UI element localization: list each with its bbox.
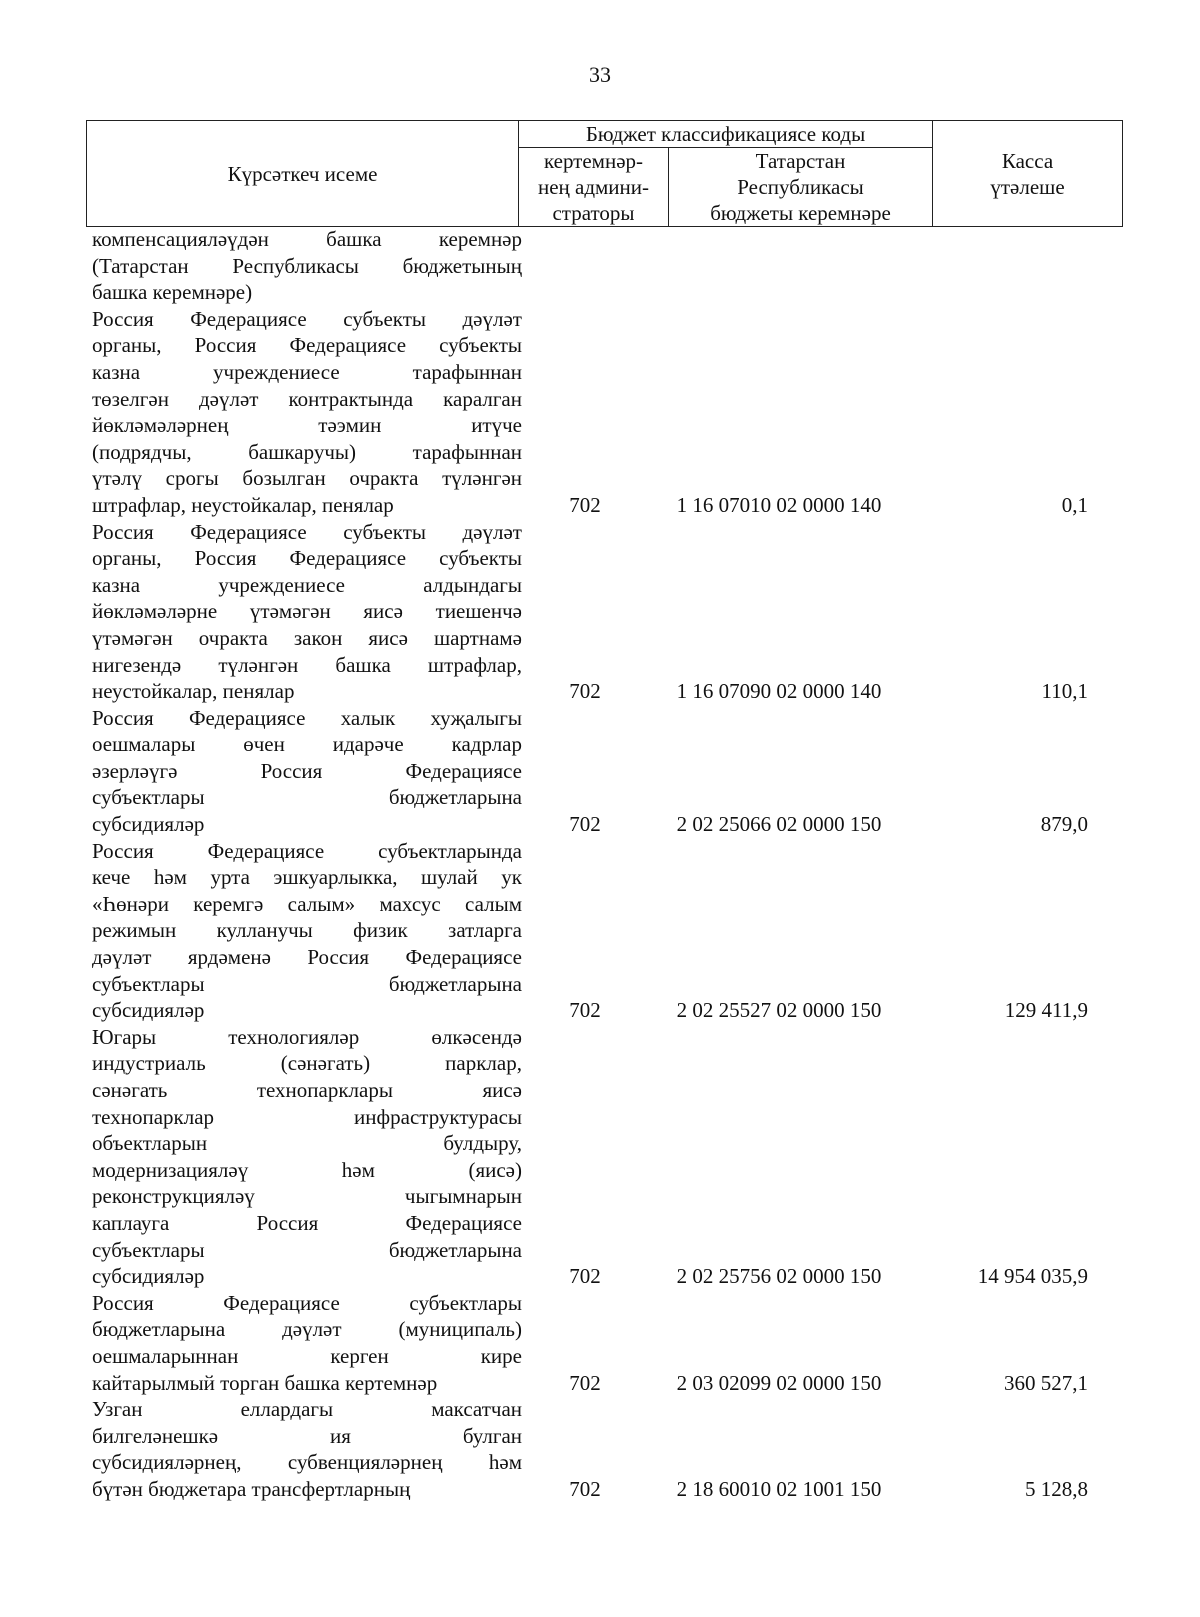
budget-code-cell: 2 03 02099 02 0000 150 <box>676 1370 882 1395</box>
cash-execution-cell: 5 128,8 <box>1025 1476 1088 1501</box>
budget-code-cell: 2 02 25756 02 0000 150 <box>676 1264 882 1289</box>
table-row <box>92 705 1132 838</box>
administrator-code-cell: 702 <box>569 679 601 704</box>
cash-execution-cell: 879,0 <box>1040 812 1088 837</box>
budget-code-group-header: Бюджет классификациясе коды <box>519 121 933 148</box>
indicator-name-cell: Россия Федерациясе субъекты дәүләт органы, Россия Федерациясе субъекты казна учреждениесе алдындагы йөкләмәләрне үтәмәгән яисә тиешенчә үтәмәгән очракта закон яисә шартнамә нигезендә түләнгән башка штрафлар, неустойкалар, пенялар <box>92 519 522 704</box>
indicator-name-cell: Россия Федерациясе субъектларында кече һәм урта эшкуарлыкка, шулай ук «Һөнәри керемгә салым» махсус салым режимын кулланучы физик затларга дәүләт ярдәменә Россия Федерациясе субъектлары бюджетларына субсидияләр <box>92 838 522 1023</box>
table-header <box>86 120 1123 227</box>
revenue-administrator-header: кертемнәр- нең админи- страторы <box>519 148 669 227</box>
budget-code-cell: 2 18 60010 02 1001 150 <box>676 1476 882 1501</box>
cash-execution-cell: 360 527,1 <box>1004 1370 1088 1395</box>
administrator-code-cell: 702 <box>569 1370 601 1395</box>
table-row <box>92 838 1132 1024</box>
administrator-code-cell: 702 <box>569 998 601 1023</box>
cash-execution-cell: 14 954 035,9 <box>977 1264 1088 1289</box>
budget-code-cell: 1 16 07010 02 0000 140 <box>676 492 882 517</box>
budget-code-cell: 2 02 25527 02 0000 150 <box>676 998 882 1023</box>
indicator-name-cell: Россия Федерациясе халык хуҗалыгы оешмалары өчен идарәче кадрлар әзерләүгә Россия Федерациясе субъектлары бюджетларына субсидияләр <box>92 705 522 837</box>
indicator-name-cell: Узган еллардагы максатчан билгеләнешкә ия булган субсидияләрнең, субвенцияләрнең һәм бүтән бюджетара трансфертларның <box>92 1397 522 1501</box>
page-number: 33 <box>589 62 611 87</box>
budget-code-cell: 2 02 25066 02 0000 150 <box>676 812 882 837</box>
republic-revenue-header: Татарстан Республикасы бюджеты керемнәре <box>669 148 933 227</box>
indicator-name-header: Күрсәткеч исеме <box>87 121 519 227</box>
table-body <box>92 226 1132 1503</box>
table-row <box>92 1290 1132 1396</box>
indicator-name-cell: Россия Федерациясе субъектлары бюджетларына дәүләт (муниципаль) оешмаларыннан керген кире кайтарылмый торган башка кертемнәр <box>92 1290 522 1395</box>
cash-execution-header: Касса үтәлеше <box>933 121 1123 227</box>
table-row <box>92 226 1132 306</box>
cash-execution-cell: 129 411,9 <box>1004 998 1088 1023</box>
administrator-code-cell: 702 <box>569 812 601 837</box>
indicator-name-cell: Югары технологияләр өлкәсендә индустриаль (сәнәгать) парклар, сәнәгать технопарклары яисә технопарклар инфраструктурасы объектларын булдыру, модернизацияләү һәм (яисә) реконструкцияләү чыгымнарын каплауга Россия Федерациясе субъектлары бюджетларына субсидияләр <box>92 1024 522 1289</box>
table-row <box>92 519 1132 705</box>
administrator-code-cell: 702 <box>569 492 601 517</box>
table-row <box>92 306 1132 519</box>
administrator-code-cell: 702 <box>569 1264 601 1289</box>
table-row <box>92 1024 1132 1290</box>
cash-execution-cell: 110,1 <box>1041 679 1088 704</box>
indicator-name-cell: компенсацияләүдән башка керемнәр (Татарстан Республикасы бюджетының башка керемнәре) <box>92 227 522 305</box>
indicator-name-cell: Россия Федерациясе субъекты дәүләт органы, Россия Федерациясе субъекты казна учреждениесе тарафыннан төзелгән дәүләт контрактында каралган йөкләмәләрнең тәэмин итүче (подрядчы, башкаручы) тарафыннан үтәлү срогы бозылган очракта түләнгән штрафлар, неустойкалар, пенялар <box>92 306 522 517</box>
cash-execution-cell: 0,1 <box>1061 492 1088 517</box>
administrator-code-cell: 702 <box>569 1476 601 1501</box>
budget-code-cell: 1 16 07090 02 0000 140 <box>676 679 882 704</box>
table-row <box>92 1396 1132 1502</box>
